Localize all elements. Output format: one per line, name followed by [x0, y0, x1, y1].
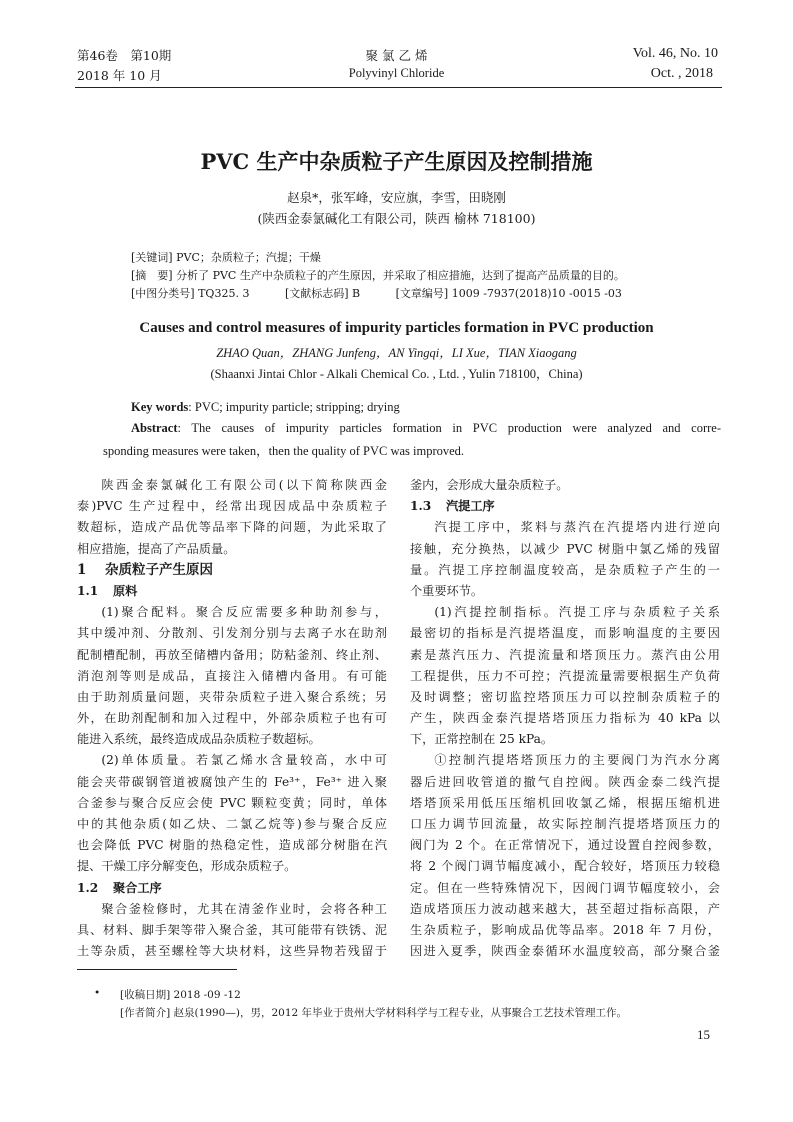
doc-code-value: B [352, 287, 361, 300]
heading-number: 1.2 [77, 880, 99, 895]
body-text-line: 产生，陕西金泰汽提塔塔顶压力指标为 40 kPa 以 [410, 711, 720, 726]
body-column-left [77, 475, 387, 962]
body-column-right [410, 475, 720, 962]
article-no-label: [文章编号] [395, 287, 449, 300]
body-text-line: 合釜参与聚合反应会使 PVC 颗粒变黄；同时，单体 [77, 795, 387, 810]
clc-label: [中图分类号] [131, 287, 195, 300]
body-text-line: 生杂质粒子，影响成品优等品率。2018 年 7 月份， [410, 922, 720, 937]
footnote-bullet: • [94, 987, 101, 999]
body-text-line: 数超标，造成产品优等品率下降的问题，为此采取了 [77, 520, 387, 535]
page-number: 15 [697, 1027, 710, 1042]
body-text-line: 接触，充分换热，以减少 PVC 树脂中氯乙烯的残留 [410, 541, 720, 556]
body-text-line: 由于助剂质量问题，夹带杂质粒子进入聚合系统；另 [77, 689, 387, 704]
abstract-text: 分析了 PVC 生产中杂质粒子的产生原因，并采取了相应措施，达到了提高产品质量的目的。 [176, 269, 625, 282]
keywords-en-label: Key words [131, 400, 189, 414]
body-text-line: 陕西金泰氯碱化工有限公司(以下简称陕西金 [101, 478, 387, 492]
keywords-en-text: : PVC; impurity particle; stripping; drying [188, 400, 400, 414]
header-rule [75, 87, 722, 88]
body-text-line: 提、干燥工序分解变色，形成杂质粒子。 [77, 859, 297, 874]
heading-number: 1.3 [410, 499, 432, 514]
footnote-rule [77, 969, 237, 970]
abstract-en-label: Abstract [131, 421, 178, 435]
footnote-received [120, 987, 241, 1002]
body-text-line: 个重要环节。 [410, 583, 484, 598]
body-text-line: 消泡剂等则是成品，直接注入储槽内备用。有可能 [77, 668, 387, 683]
body-text-line: 配制槽配制，再放至储槽内备用；防粘釜剂、终止剂、 [77, 647, 387, 662]
authors-cn: 赵泉*，张军峰，安应旗，李雪，田晓刚 [287, 190, 506, 205]
abstract-en-line1 [131, 421, 721, 436]
body-text-line: 最密切的指标是汽提塔温度，而影响温度的主要因 [410, 626, 720, 641]
received-label: [收稿日期] [120, 989, 171, 1001]
article-no-value: 1009 -7937(2018)10 -0015 -03 [451, 287, 622, 300]
subsection-heading [410, 496, 720, 517]
keywords-en [131, 400, 400, 415]
authors-en: ZHAO Quan，ZHANG Junfeng，AN Yingqi，LI Xue，TIAN Xiaogang [216, 346, 577, 360]
date-cn: 2018 年 10 月 [77, 68, 162, 83]
body-text-line: 能会夹带碳钢管道被腐蚀产生的 Fe³⁺，Fe³⁺ 进入聚 [77, 774, 387, 789]
volume-en: Vol. 46, No. 10 [632, 46, 718, 61]
body-text-line: 外，在助剂配制和加入过程中，外部杂质粒子也有可 [77, 711, 387, 726]
bio-label: [作者简介] [120, 1007, 171, 1019]
heading-text: 杂质粒子产生原因 [105, 561, 213, 578]
received-date: 2018 -09 -12 [173, 989, 241, 1001]
heading-number: 1.1 [77, 583, 99, 598]
body-text-line: (2)单体质量。若氯乙烯水含量较高，水中可 [101, 753, 387, 768]
abstract-en-text: : The causes of impurity particles formation in PVC production were analyzed and corre- [177, 421, 721, 435]
body-text-line: 具、材料、脚手架等带入聚合釜，其可能带有铁锈、泥 [77, 922, 387, 937]
heading-text: 聚合工序 [113, 880, 162, 895]
body-text-line: 中的其他杂质(如乙炔、二氯乙烷等)参与聚合反应 [77, 817, 387, 831]
body-text-line: (1)汽提控制指标。汽提工序与杂质粒子关系 [434, 605, 720, 620]
journal-name-en: Polyvinyl Chloride [348, 66, 445, 80]
body-text-line: 土等杂质，甚至螺栓等大块材料，这些异物若残留于 [77, 944, 387, 959]
date-en: Oct. , 2018 [650, 66, 713, 81]
body-text-line: 釜内，会形成大量杂质粒子。 [410, 478, 569, 492]
body-text-line: 塔塔顶采用低压压缩机回收氯乙烯，根据压缩机进 [410, 795, 720, 810]
volume-issue: 第46卷 第10期 [77, 48, 172, 63]
subsection-heading [77, 878, 387, 899]
classification-cn [131, 285, 622, 301]
abstract-en-line2: sponding measures were taken，then the quality of PVC was improved. [103, 444, 465, 458]
journal-name-cn: 聚 氯 乙 烯 [365, 48, 428, 63]
body-text-line: 阀门为 2 个。在正常情况下，通过设置自控阀参数， [410, 838, 720, 853]
title-en: Causes and control measures of impurity particles formation in PVC production [139, 320, 654, 336]
body-text-line: 素是蒸汽压力、汽提流量和塔顶压力。蒸汽由公用 [410, 647, 720, 662]
keywords-cn [131, 249, 321, 265]
heading-number: 1 [77, 561, 87, 578]
body-text-line: 其中缓冲剂、分散剂、引发剂分别与去离子水在助剂 [77, 626, 387, 641]
body-text-line: 将 2 个阀门调节幅度减小，配合较好，塔顶压力较稳 [410, 859, 720, 874]
body-text-line: 汽提工序中，浆料与蒸汽在汽提塔内进行逆向 [434, 520, 720, 535]
abstract-cn [131, 267, 625, 283]
affiliation-cn: (陕西金泰氯碱化工有限公司，陕西 榆林 718100) [257, 211, 536, 226]
heading-text: 汽提工序 [446, 499, 495, 514]
subsection-heading [77, 581, 387, 602]
body-text-line: ①控制汽提塔塔顶压力的主要阀门为汽水分离 [434, 753, 720, 768]
body-text-line: 定。但在一些特殊情况下，因阀门调节幅度较小，会 [410, 880, 720, 895]
clc-value: TQ325. 3 [198, 287, 250, 300]
body-text-line: 造成塔顶压力波动越来越大，甚至超过指标高限，产 [410, 901, 720, 916]
body-text-line: 相应措施，提高了产品质量。 [77, 541, 236, 556]
body-text-line: 口压力调节回流量，故实际控制汽提塔塔顶压力的 [410, 817, 720, 831]
keywords-label: [关键词] [131, 251, 173, 264]
body-text-line: 因进入夏季，陕西金泰循环水温度较高，部分聚合釜 [410, 944, 720, 959]
body-text-line: 工程提供，压力不可控；汽提流量需要根据生产负荷 [410, 668, 720, 683]
bio-text: 赵泉(1990—)，男，2012 年毕业于贵州大学材料科学与工程专业，从事聚合工艺技术管理工作。 [173, 1007, 628, 1019]
title-cn: PVC 生产中杂质粒子产生原因及控制措施 [200, 149, 593, 174]
body-text-line: 聚合釜检修时，尤其在清釜作业时，会将各种工 [101, 901, 387, 916]
footnote-author-bio [120, 1005, 627, 1020]
section-heading [77, 560, 387, 581]
body-text-line: 下，正常控制在 25 kPa。 [410, 732, 554, 747]
body-text-line: (1)聚合配料。聚合反应需要多种助剂参与， [101, 605, 387, 620]
doc-code-label: [文献标志码] [284, 287, 349, 300]
body-text-line: 也会降低 PVC 树脂的热稳定性，造成部分树脂在汽 [77, 838, 387, 853]
heading-text: 原料 [113, 583, 138, 598]
body-text-line: 能进入系统，最终造成成品杂质粒子数超标。 [77, 732, 321, 747]
affiliation-en: (Shaanxi Jintai Chlor - Alkali Chemical Co. , Ltd. , Yulin 718100，China) [210, 367, 583, 381]
keywords-text: PVC；杂质粒子；汽提；干燥 [176, 251, 321, 264]
body-text-line: 器后进回收管道的撤气自控阀。陕西金泰二线汽提 [410, 774, 720, 789]
body-text-line: 泰)PVC 生产过程中，经常出现因成品中杂质粒子 [77, 499, 387, 514]
abstract-label: [摘 要] [131, 269, 173, 282]
body-text-line: 及时调整；密切监控塔顶压力可以控制杂质粒子的 [410, 689, 720, 704]
body-text-line: 量。汽提工序控制温度较高，是杂质粒子产生的一 [410, 562, 720, 577]
